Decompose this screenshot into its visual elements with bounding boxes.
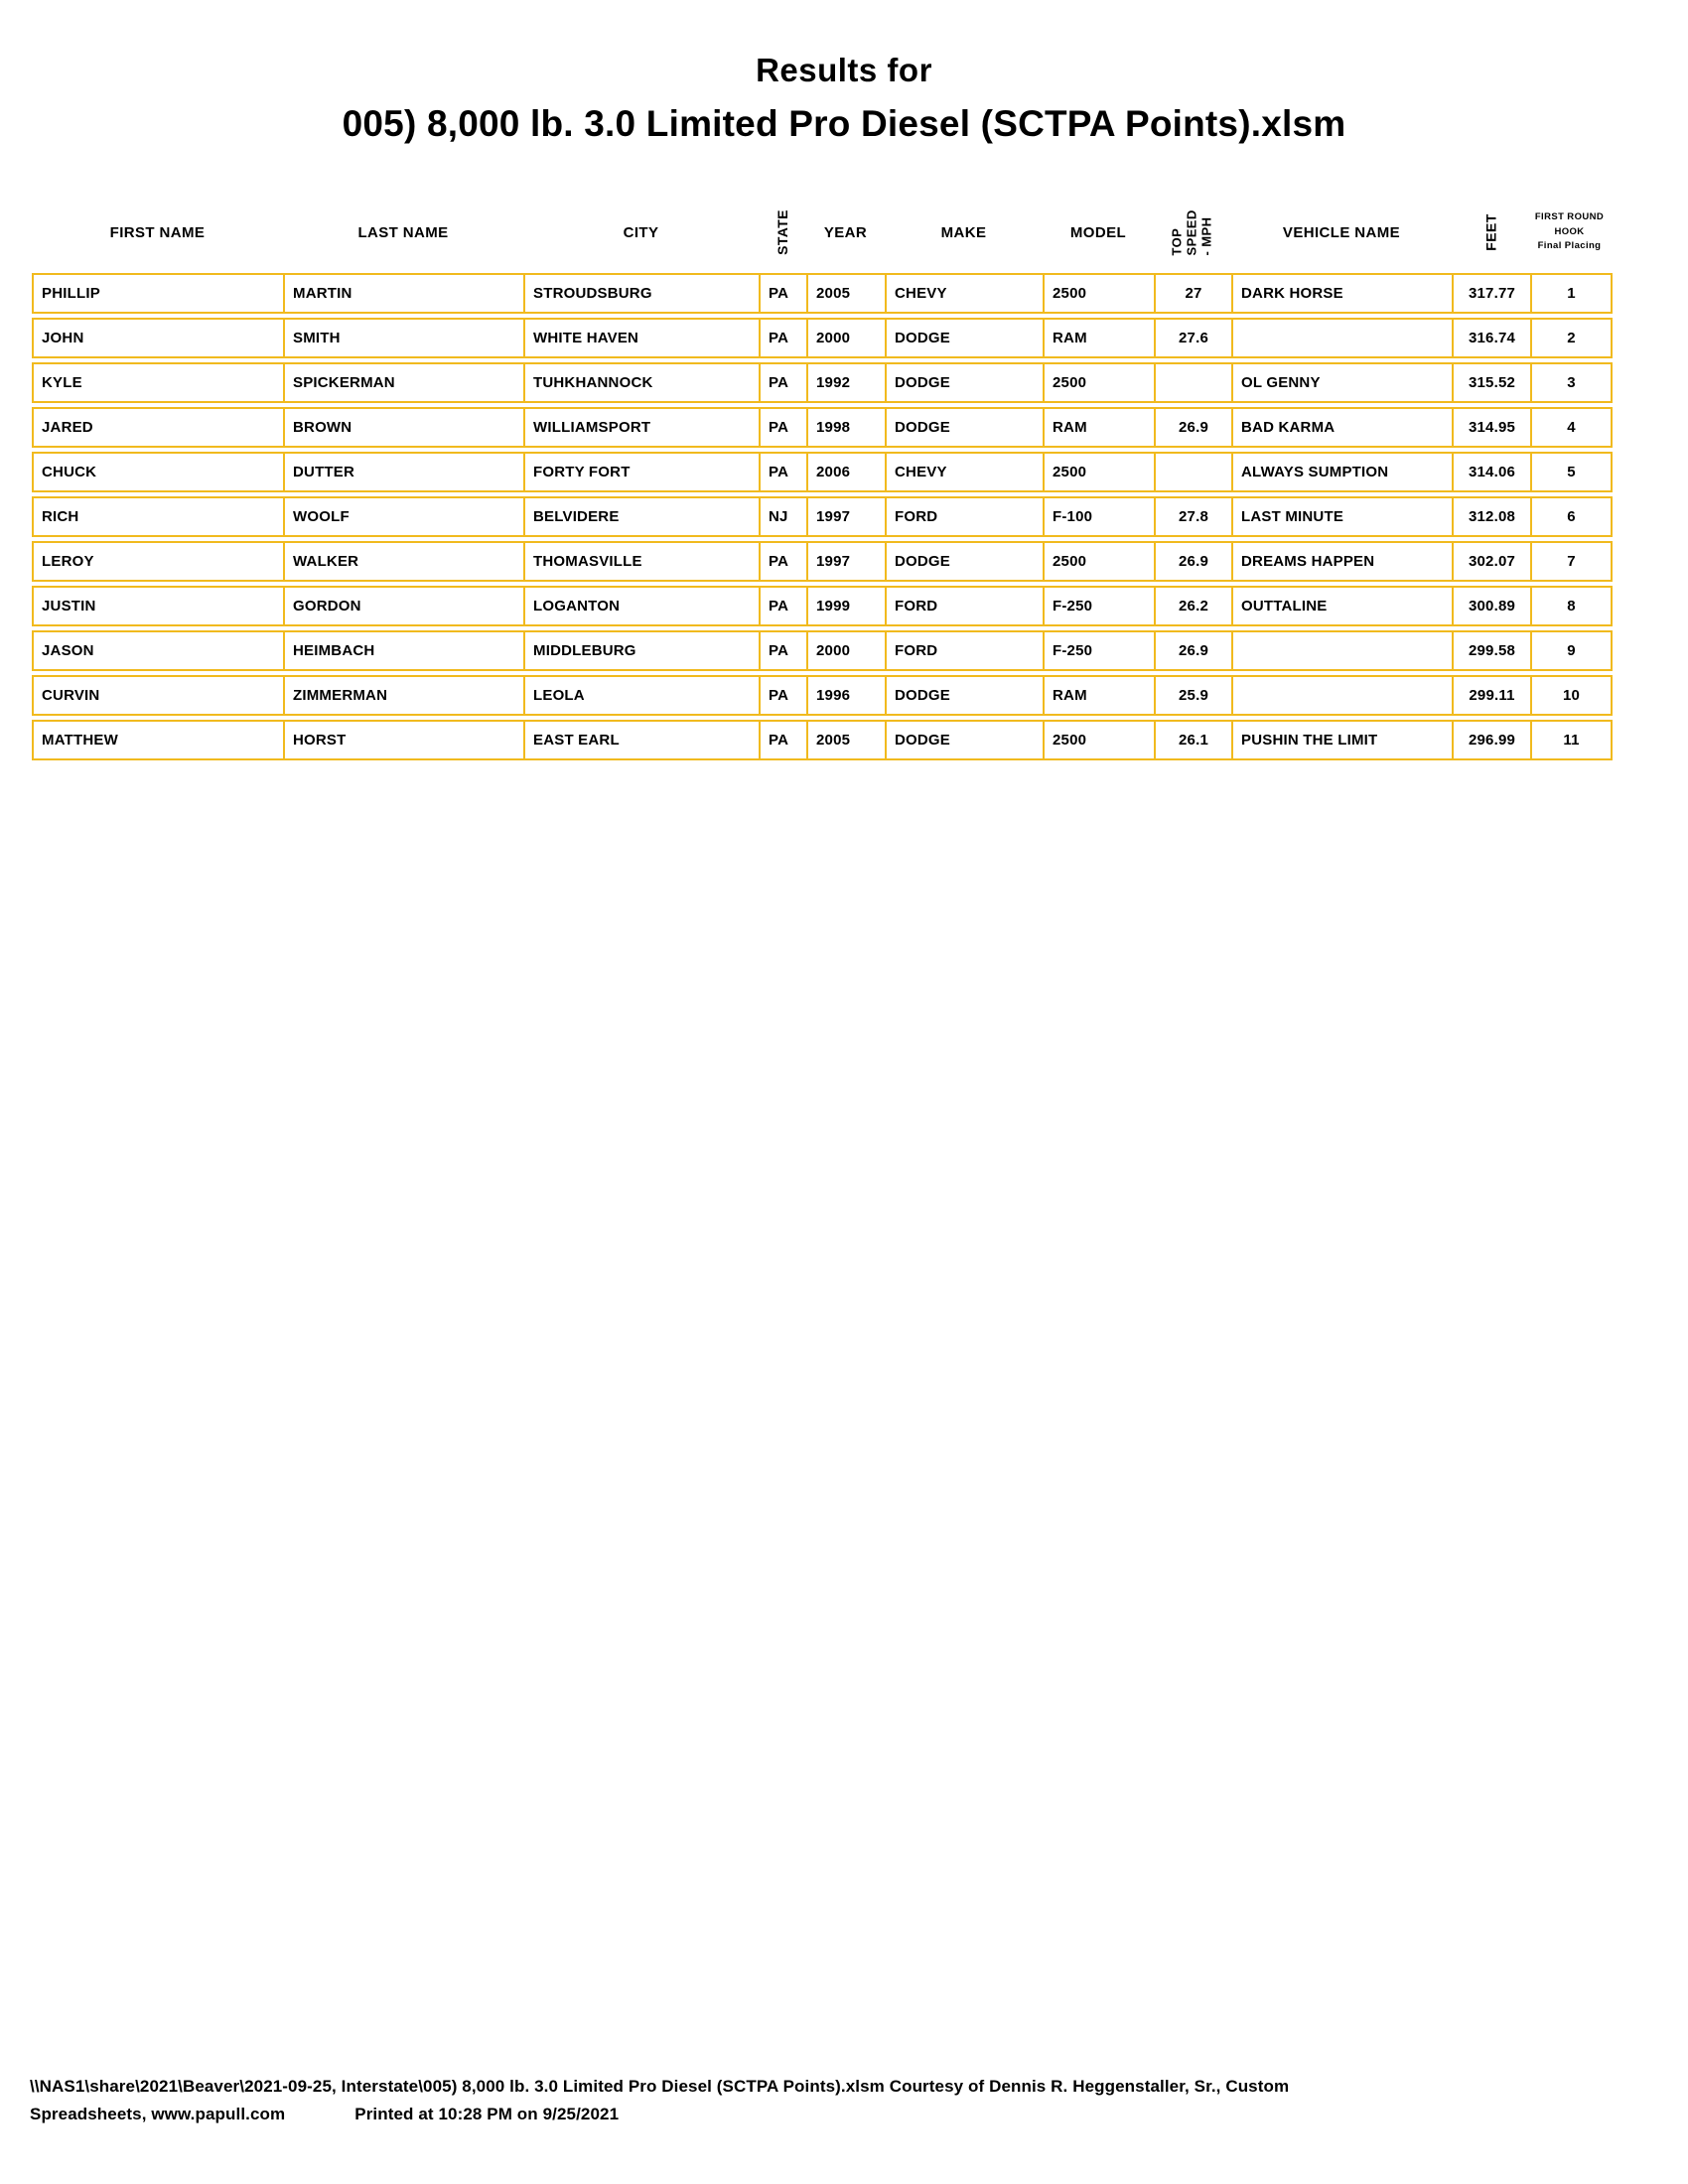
col-header-model bbox=[1043, 192, 1154, 273]
cell-placing: 3 bbox=[1567, 374, 1576, 391]
cell-first-name: PHILLIP bbox=[34, 275, 285, 312]
cell-top-speed: 27 bbox=[1156, 275, 1233, 312]
cell-state: PA bbox=[761, 275, 808, 312]
cell-first-name: CHUCK bbox=[34, 454, 285, 490]
cell-model: 2500 bbox=[1045, 275, 1156, 312]
col-header-model-label: MODEL bbox=[1069, 223, 1127, 241]
results-table bbox=[32, 192, 1613, 764]
cell-last-name: WOOLF bbox=[285, 498, 525, 535]
footer-printed-timestamp: Printed at 10:28 PM on 9/25/2021 bbox=[354, 2105, 620, 2124]
cell-first-name: RICH bbox=[34, 498, 285, 535]
col-header-year bbox=[806, 192, 885, 273]
cell-top-speed: 26.2 bbox=[1156, 588, 1233, 624]
cell-year: 1998 bbox=[808, 409, 887, 446]
col-header-last-name bbox=[283, 192, 523, 273]
cell-model: 2500 bbox=[1045, 722, 1156, 758]
cell-feet: 300.89 bbox=[1454, 588, 1532, 624]
cell-state: PA bbox=[761, 722, 808, 758]
cell-vehicle-name: ALWAYS SUMPTION bbox=[1233, 454, 1454, 490]
cell-state: PA bbox=[761, 632, 808, 669]
footer-line-1: \\NAS1\share\2021\Beaver\2021-09-25, Interstate\005) 8,000 lb. 3.0 Limited Pro Diesel (SCTPA Points).xlsm Courtesy of Dennis R. Heggenstaller, Sr., Custom bbox=[30, 2077, 1290, 2096]
report-title: Results for bbox=[756, 52, 932, 88]
table-row bbox=[32, 318, 1613, 358]
cell-city: STROUDSBURG bbox=[525, 275, 761, 312]
cell-placing: 2 bbox=[1567, 330, 1576, 346]
col-header-feet-label: FEET bbox=[1482, 213, 1499, 251]
cell-last-name: DUTTER bbox=[285, 454, 525, 490]
cell-placing: 5 bbox=[1567, 464, 1576, 480]
cell-top-speed: 27.6 bbox=[1156, 320, 1233, 356]
cell-last-name: BROWN bbox=[285, 409, 525, 446]
cell-city: LOGANTON bbox=[525, 588, 761, 624]
cell-first-name: CURVIN bbox=[34, 677, 285, 714]
cell-first-name: JUSTIN bbox=[34, 588, 285, 624]
col-header-placing bbox=[1530, 192, 1609, 273]
cell-first-name: JASON bbox=[34, 632, 285, 669]
cell-make: DODGE bbox=[887, 722, 1045, 758]
cell-make: FORD bbox=[887, 632, 1045, 669]
cell-year: 2000 bbox=[808, 632, 887, 669]
cell-year: 2005 bbox=[808, 275, 887, 312]
cell-placing: 10 bbox=[1562, 687, 1581, 704]
cell-make: DODGE bbox=[887, 320, 1045, 356]
cell-make: CHEVY bbox=[887, 454, 1045, 490]
col-header-first-name-label: FIRST NAME bbox=[109, 223, 206, 241]
col-header-last-name-label: LAST NAME bbox=[357, 223, 449, 241]
col-header-city-label: CITY bbox=[623, 223, 659, 241]
cell-city: EAST EARL bbox=[525, 722, 761, 758]
cell-year: 1997 bbox=[808, 498, 887, 535]
cell-model: 2500 bbox=[1045, 454, 1156, 490]
table-row bbox=[32, 675, 1613, 716]
cell-city: THOMASVILLE bbox=[525, 543, 761, 580]
cell-state: PA bbox=[761, 543, 808, 580]
cell-placing: 9 bbox=[1567, 642, 1576, 659]
cell-last-name: GORDON bbox=[285, 588, 525, 624]
cell-city: BELVIDERE bbox=[525, 498, 761, 535]
cell-year: 2006 bbox=[808, 454, 887, 490]
footer bbox=[30, 2073, 1663, 2128]
cell-vehicle-name: DREAMS HAPPEN bbox=[1233, 543, 1454, 580]
cell-first-name: JARED bbox=[34, 409, 285, 446]
table-row bbox=[32, 362, 1613, 403]
cell-make: FORD bbox=[887, 498, 1045, 535]
cell-last-name: SMITH bbox=[285, 320, 525, 356]
cell-placing: 4 bbox=[1567, 419, 1576, 436]
cell-feet: 317.77 bbox=[1454, 275, 1532, 312]
cell-state: PA bbox=[761, 320, 808, 356]
cell-city: MIDDLEBURG bbox=[525, 632, 761, 669]
cell-city: TUHKHANNOCK bbox=[525, 364, 761, 401]
col-header-state-label: STATE bbox=[774, 209, 790, 255]
cell-placing: 6 bbox=[1567, 508, 1576, 525]
cell-model: F-250 bbox=[1045, 588, 1156, 624]
cell-state: PA bbox=[761, 588, 808, 624]
cell-last-name: WALKER bbox=[285, 543, 525, 580]
cell-city: WILLIAMSPORT bbox=[525, 409, 761, 446]
cell-top-speed: 25.9 bbox=[1156, 677, 1233, 714]
table-row bbox=[32, 452, 1613, 492]
cell-make: DODGE bbox=[887, 677, 1045, 714]
cell-feet: 315.52 bbox=[1454, 364, 1532, 401]
cell-top-speed bbox=[1156, 454, 1233, 490]
cell-make: DODGE bbox=[887, 364, 1045, 401]
top-speed-line-2: SPEED bbox=[1184, 208, 1199, 256]
cell-first-name: JOHN bbox=[34, 320, 285, 356]
cell-placing: 7 bbox=[1567, 553, 1576, 570]
cell-make: DODGE bbox=[887, 543, 1045, 580]
cell-top-speed: 26.9 bbox=[1156, 632, 1233, 669]
cell-vehicle-name: OUTTALINE bbox=[1233, 588, 1454, 624]
cell-first-name: KYLE bbox=[34, 364, 285, 401]
cell-feet: 299.58 bbox=[1454, 632, 1532, 669]
cell-city: WHITE HAVEN bbox=[525, 320, 761, 356]
cell-feet: 302.07 bbox=[1454, 543, 1532, 580]
col-header-first-name bbox=[32, 192, 283, 273]
cell-state: PA bbox=[761, 677, 808, 714]
cell-last-name: HEIMBACH bbox=[285, 632, 525, 669]
cell-top-speed: 27.8 bbox=[1156, 498, 1233, 535]
title-block bbox=[0, 52, 1688, 145]
col-header-year-label: YEAR bbox=[823, 223, 868, 241]
cell-make: FORD bbox=[887, 588, 1045, 624]
col-header-vehicle-name-label: VEHICLE NAME bbox=[1282, 223, 1401, 241]
cell-make: CHEVY bbox=[887, 275, 1045, 312]
cell-placing: 8 bbox=[1567, 598, 1576, 614]
top-speed-line-3: - MPH bbox=[1198, 216, 1214, 256]
cell-placing: 1 bbox=[1567, 285, 1576, 302]
cell-year: 2005 bbox=[808, 722, 887, 758]
placing-line-2: HOOK bbox=[1554, 225, 1585, 237]
cell-model: RAM bbox=[1045, 409, 1156, 446]
cell-vehicle-name: LAST MINUTE bbox=[1233, 498, 1454, 535]
report-filename: 005) 8,000 lb. 3.0 Limited Pro Diesel (SCTPA Points).xlsm bbox=[342, 103, 1346, 144]
cell-state: NJ bbox=[761, 498, 808, 535]
cell-state: PA bbox=[761, 364, 808, 401]
table-body bbox=[32, 273, 1613, 760]
cell-model: F-100 bbox=[1045, 498, 1156, 535]
footer-line-2 bbox=[30, 2101, 1663, 2128]
cell-vehicle-name bbox=[1233, 320, 1454, 356]
cell-top-speed: 26.9 bbox=[1156, 409, 1233, 446]
table-header-row bbox=[32, 192, 1613, 273]
table-row bbox=[32, 407, 1613, 448]
cell-last-name: HORST bbox=[285, 722, 525, 758]
cell-vehicle-name: PUSHIN THE LIMIT bbox=[1233, 722, 1454, 758]
cell-vehicle-name: BAD KARMA bbox=[1233, 409, 1454, 446]
cell-top-speed bbox=[1156, 364, 1233, 401]
col-header-make bbox=[885, 192, 1043, 273]
col-header-feet bbox=[1452, 192, 1530, 273]
cell-year: 1997 bbox=[808, 543, 887, 580]
cell-feet: 299.11 bbox=[1454, 677, 1532, 714]
cell-feet: 316.74 bbox=[1454, 320, 1532, 356]
cell-year: 1996 bbox=[808, 677, 887, 714]
cell-vehicle-name bbox=[1233, 677, 1454, 714]
cell-city: FORTY FORT bbox=[525, 454, 761, 490]
cell-feet: 296.99 bbox=[1454, 722, 1532, 758]
table-row bbox=[32, 496, 1613, 537]
table-row bbox=[32, 630, 1613, 671]
placing-line-1: FIRST ROUND bbox=[1534, 210, 1605, 222]
cell-feet: 314.06 bbox=[1454, 454, 1532, 490]
cell-make: DODGE bbox=[887, 409, 1045, 446]
cell-last-name: MARTIN bbox=[285, 275, 525, 312]
cell-state: PA bbox=[761, 409, 808, 446]
cell-placing: 11 bbox=[1563, 732, 1580, 749]
cell-vehicle-name: OL GENNY bbox=[1233, 364, 1454, 401]
col-header-vehicle-name bbox=[1231, 192, 1452, 273]
cell-model: RAM bbox=[1045, 320, 1156, 356]
cell-city: LEOLA bbox=[525, 677, 761, 714]
cell-year: 2000 bbox=[808, 320, 887, 356]
cell-first-name: MATTHEW bbox=[34, 722, 285, 758]
cell-top-speed: 26.9 bbox=[1156, 543, 1233, 580]
table-row bbox=[32, 541, 1613, 582]
footer-website: Spreadsheets, www.papull.com bbox=[30, 2105, 286, 2124]
cell-last-name: SPICKERMAN bbox=[285, 364, 525, 401]
table-row bbox=[32, 720, 1613, 760]
cell-top-speed: 26.1 bbox=[1156, 722, 1233, 758]
cell-feet: 314.95 bbox=[1454, 409, 1532, 446]
cell-model: 2500 bbox=[1045, 543, 1156, 580]
cell-first-name: LEROY bbox=[34, 543, 285, 580]
cell-model: RAM bbox=[1045, 677, 1156, 714]
cell-model: 2500 bbox=[1045, 364, 1156, 401]
table-row bbox=[32, 273, 1613, 314]
cell-year: 1999 bbox=[808, 588, 887, 624]
cell-vehicle-name: DARK HORSE bbox=[1233, 275, 1454, 312]
cell-last-name: ZIMMERMAN bbox=[285, 677, 525, 714]
cell-state: PA bbox=[761, 454, 808, 490]
col-header-city bbox=[523, 192, 759, 273]
col-header-make-label: MAKE bbox=[940, 223, 987, 241]
cell-feet: 312.08 bbox=[1454, 498, 1532, 535]
col-header-top-speed bbox=[1154, 192, 1231, 273]
placing-line-3: Final Placing bbox=[1537, 240, 1602, 252]
cell-year: 1992 bbox=[808, 364, 887, 401]
col-header-top-speed-label bbox=[1171, 209, 1215, 255]
table-row bbox=[32, 586, 1613, 626]
col-header-state bbox=[759, 192, 806, 273]
cell-vehicle-name bbox=[1233, 632, 1454, 669]
top-speed-line-1: TOP bbox=[1169, 227, 1185, 256]
col-header-placing-label bbox=[1535, 210, 1604, 254]
cell-model: F-250 bbox=[1045, 632, 1156, 669]
